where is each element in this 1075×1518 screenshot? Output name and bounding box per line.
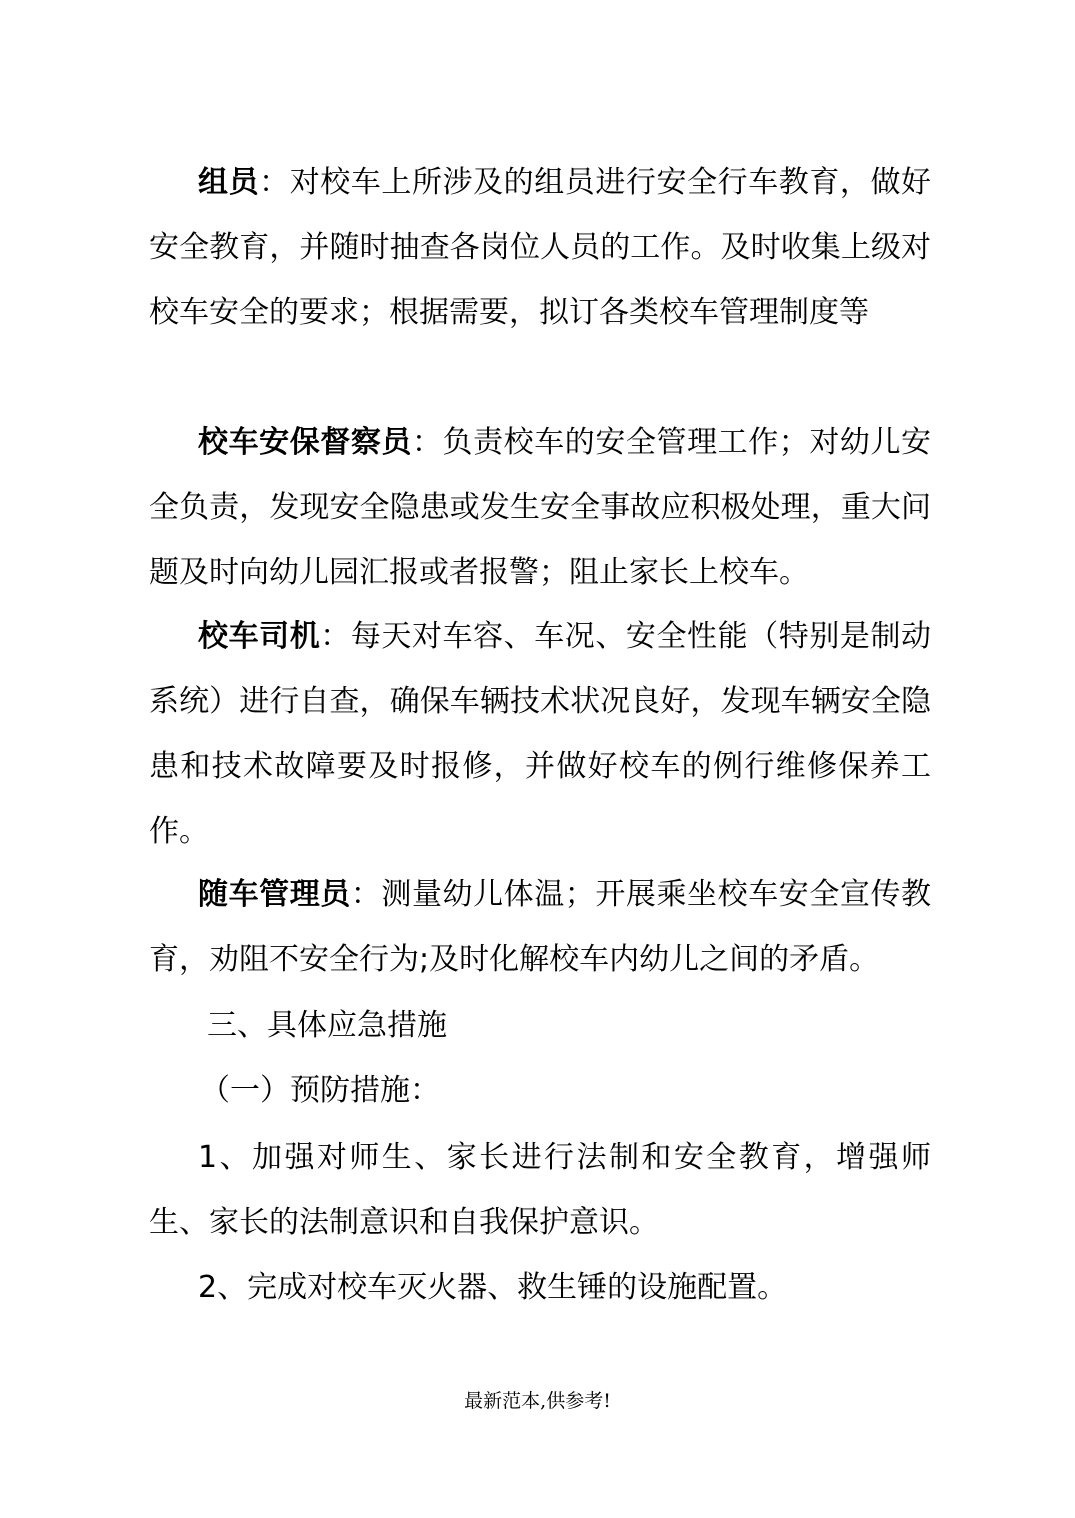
section-heading: 三、具体应急措施 bbox=[207, 1008, 447, 1043]
label-colon: ： bbox=[411, 425, 443, 460]
label-colon: ： bbox=[320, 619, 351, 654]
paragraph-label: 组员 bbox=[198, 165, 260, 200]
paragraph-security-inspector bbox=[149, 410, 931, 605]
paragraph-driver bbox=[149, 604, 931, 864]
subsection-heading: （一）预防措施： bbox=[200, 1073, 440, 1108]
paragraph-text: 负责校车的安全管理工作；对幼儿安全负责，发现安全隐患或发生安全事故应积极处理，重大问题及时向幼儿园汇报或者报警；阻止家长上校车。 bbox=[149, 425, 932, 590]
paragraph-label: 随车管理员 bbox=[198, 877, 351, 912]
list-item: 1、加强对师生、家长进行法制和安全教育，增强师生、家长的法制意识和自我保护意识。 bbox=[149, 1140, 931, 1240]
paragraph-zuyuan bbox=[149, 150, 931, 345]
paragraph-text: 测量幼儿体温；开展乘坐校车安全宣传教育，劝阻不安全行为;及时化解校车内幼儿之间的矛盾。 bbox=[149, 877, 932, 977]
label-colon: ： bbox=[350, 877, 382, 912]
paragraph-text: 每天对车容、车况、安全性能（特别是制动系统）进行自查，确保车辆技术状况良好，发现车辆安全隐患和技术故障要及时报修，并做好校车的例行维修保养工作。 bbox=[149, 619, 932, 849]
paragraph-text: 对校车上所涉及的组员进行安全行车教育，做好安全教育，并随时抽查各岗位人员的工作。及时收集上级对校车安全的要求；根据需要，拟订各类校车管理制度等 bbox=[149, 165, 932, 330]
paragraph-label: 校车安保督察员 bbox=[198, 425, 412, 460]
paragraph-label: 校车司机 bbox=[198, 619, 321, 654]
label-colon: ： bbox=[259, 165, 290, 200]
list-item: 2、完成对校车灭火器、救生锤的设施配置。 bbox=[198, 1270, 788, 1305]
paragraph-bus-attendant bbox=[149, 862, 931, 992]
page-footer: 最新范本,供参考! bbox=[464, 1390, 611, 1412]
